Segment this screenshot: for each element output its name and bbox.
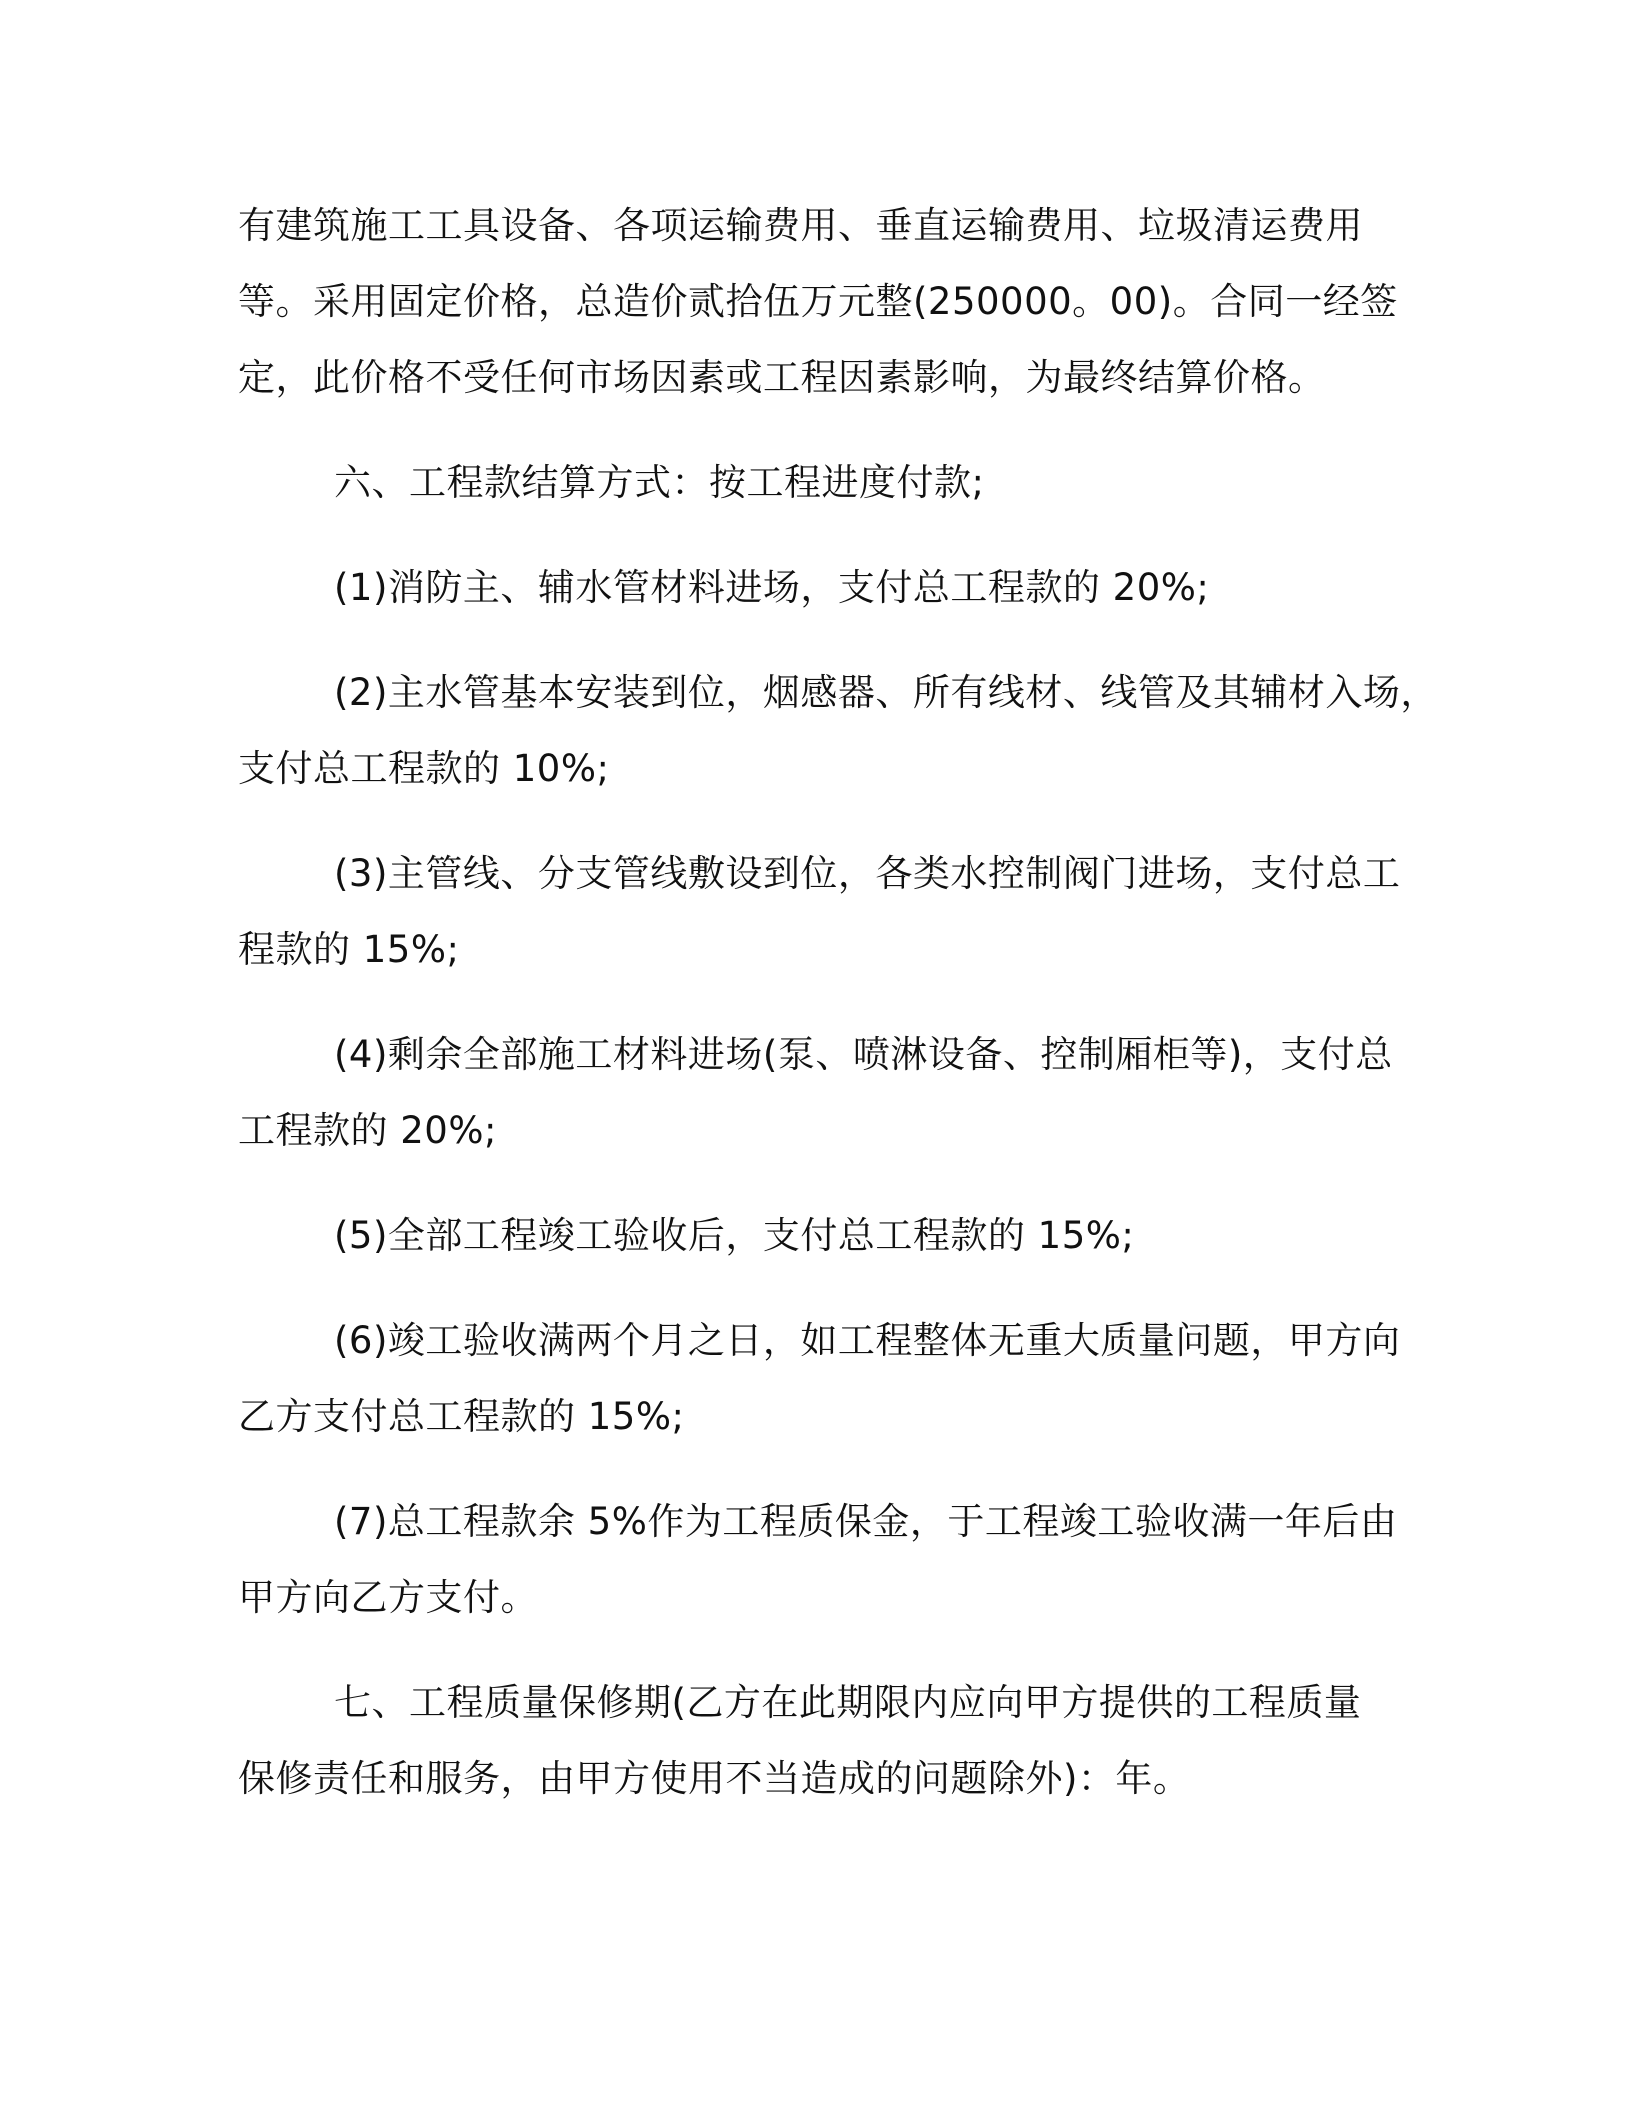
paragraph-price-terms <box>238 188 1408 416</box>
text-line: 七、工程质量保修期(乙方在此期限内应向甲方提供的工程质量 <box>334 1681 1362 1724</box>
text-line: (5)全部工程竣工验收后，支付总工程款的 15%; <box>334 1214 1135 1257</box>
text-line: 等。采用固定价格，总造价贰拾伍万元整(250000。00)。合同一经签 <box>238 280 1398 323</box>
text-line: (4)剩余全部施工材料进场(泵、喷淋设备、控制厢柜等)，支付总 <box>334 1033 1393 1076</box>
text-line: (1)消防主、辅水管材料进场，支付总工程款的 20%; <box>334 566 1210 609</box>
payment-item-2 <box>238 655 1438 807</box>
text-line: (3)主管线、分支管线敷设到位，各类水控制阀门进场，支付总工 <box>334 852 1401 895</box>
document-body <box>238 188 1438 1846</box>
text-line: 工程款的 20%; <box>238 1109 497 1152</box>
text-line: 乙方支付总工程款的 15%; <box>238 1395 685 1438</box>
text-line: 程款的 15%; <box>238 928 460 971</box>
text-line: 保修责任和服务，由甲方使用不当造成的问题除外)：年。 <box>238 1757 1191 1800</box>
text-line: 甲方向乙方支付。 <box>238 1576 538 1619</box>
text-line: (7)总工程款余 5%作为工程质保金，于工程竣工验收满一年后由 <box>334 1500 1398 1543</box>
text-line: 定，此价格不受任何市场因素或工程因素影响，为最终结算价格。 <box>238 356 1326 399</box>
text-line: (2)主水管基本安装到位，烟感器、所有线材、线管及其辅材入场， <box>334 671 1438 714</box>
section-heading-warranty-period <box>238 1665 1408 1817</box>
payment-item-3 <box>238 836 1408 988</box>
text-line: (6)竣工验收满两个月之日，如工程整体无重大质量问题，甲方向 <box>334 1319 1401 1362</box>
text-line: 六、工程款结算方式：按工程进度付款; <box>334 461 985 504</box>
payment-item-6 <box>238 1303 1408 1455</box>
text-line: 有建筑施工工具设备、各项运输费用、垂直运输费用、垃圾清运费用 <box>238 204 1363 247</box>
payment-item-4 <box>238 1017 1408 1169</box>
payment-item-1 <box>238 550 1408 626</box>
payment-item-7 <box>238 1484 1408 1636</box>
section-heading-payment-method <box>238 445 1408 521</box>
text-line: 支付总工程款的 10%; <box>238 747 610 790</box>
payment-item-5 <box>238 1198 1408 1274</box>
